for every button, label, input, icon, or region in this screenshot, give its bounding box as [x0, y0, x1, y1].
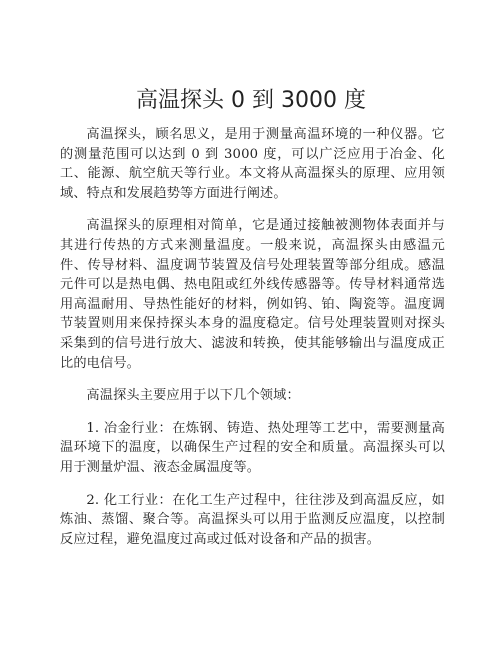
paragraph-principle: 高温探头的原理相对简单，它是通过接触被测物体表面并与其进行传热的方式来测量温度。一般来说，高温探头由感温元件、传导材料、温度调节装置及信号处理装置等部分组成。感温元件可以是热电偶、热电阻或红外线传感器等。传导材料通常选用高温耐用、导热性能好的材料，例如钨、铂、陶瓷等。温度调节装置则用来保持探头本身的温度稳定。信号处理装置则对探头采集到的信号进行放大、滤波和转换，使其能够输出与温度成正比的电信号。	[60, 218, 445, 371]
list-item-metallurgy: 1. 冶金行业：在炼钢、铸造、热处理等工艺中，需要测量高温环境下的温度，以确保生产过程的安全和质量。高温探头可以用于测量炉温、液态金属温度等。	[60, 420, 445, 475]
paragraph-intro: 高温探头，顾名思义，是用于测量高温环境的一种仪器。它的测量范围可以达到 0 到 3000 度，可以广泛应用于冶金、化工、能源、航空航天等行业。本文将从高温探头的原理、应用领域、特点和发展趋势等方面进行阐述。	[60, 127, 445, 201]
paragraph-applications-intro: 高温探头主要应用于以下几个领域：	[86, 388, 300, 404]
document-title: 高温探头 0 到 3000 度	[136, 88, 366, 113]
document-body	[60, 125, 445, 562]
list-item-chemical: 2. 化工行业：在化工生产过程中，往往涉及到高温反应，如炼油、蒸馏、聚合等。高温探头可以用于监测反应温度，以控制反应过程，避免温度过高或过低对设备和产品的损害。	[60, 492, 445, 547]
